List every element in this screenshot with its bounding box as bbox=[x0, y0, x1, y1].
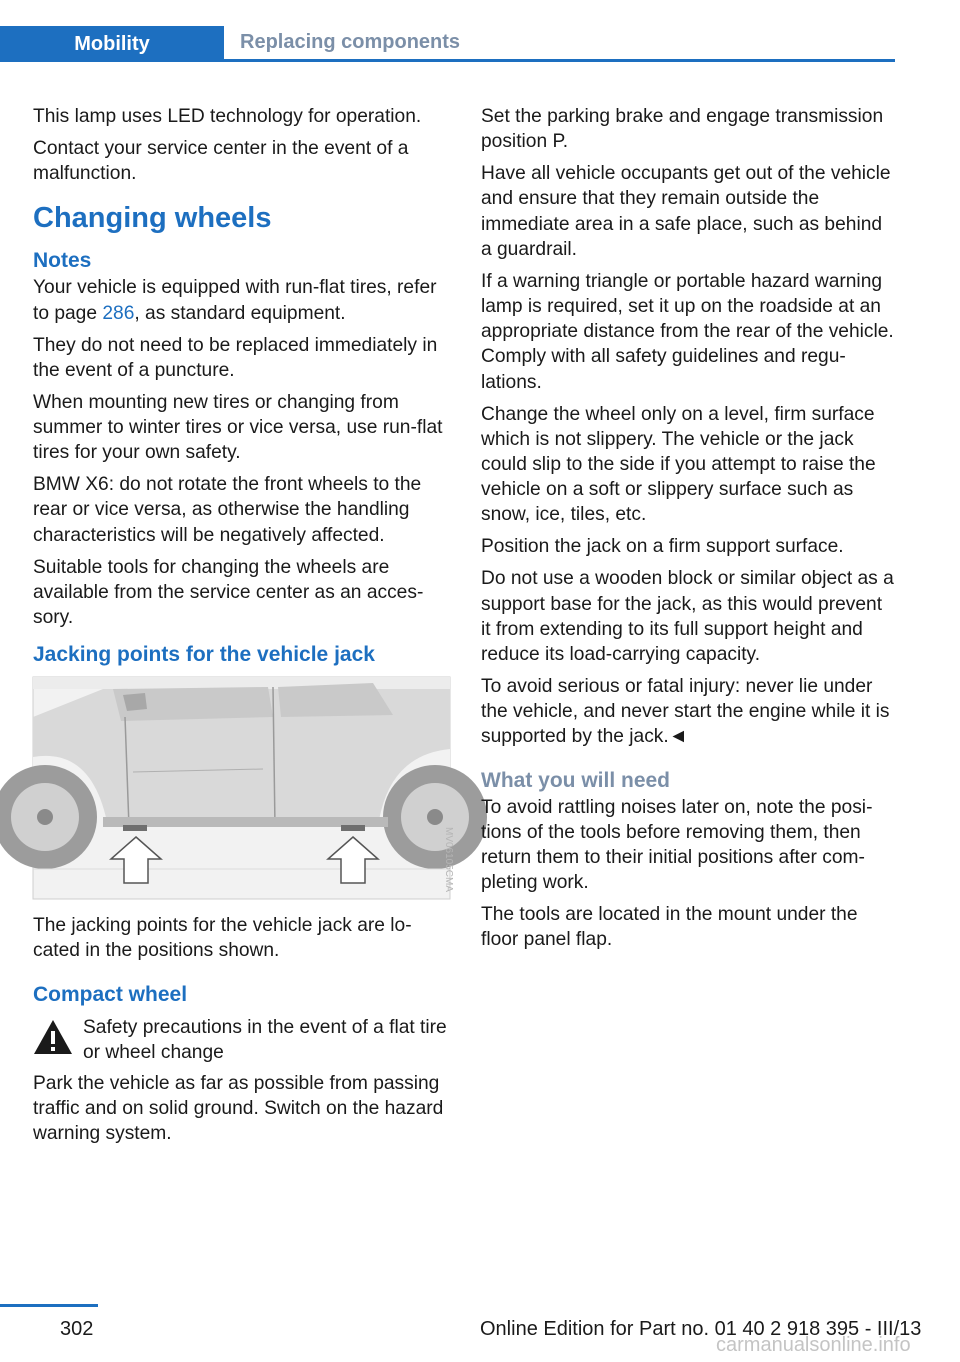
paragraph: Set the parking brake and engage transmission position P. bbox=[481, 106, 884, 153]
notes-heading: Notes bbox=[33, 249, 92, 273]
paragraph: When mounting new tires or changing from summer to winter tires or vice versa, use run-flat tires for your own safety. bbox=[33, 391, 443, 464]
paragraph: They do not need to be replaced immediately in the event of a puncture. bbox=[33, 334, 438, 381]
caution-text: Safety precautions in the event of a flat tire or wheel change bbox=[83, 1016, 447, 1063]
paragraph: If a warning triangle or portable hazard warning lamp is required, set it up on the roadside at an appropriate distance from the rear of the vehicle. Comply with all safety guidelines and regulations. bbox=[481, 270, 894, 393]
paragraph bbox=[33, 275, 450, 325]
compact-wheel-heading: Compact wheel bbox=[33, 982, 188, 1006]
paragraph: Position the jack on a firm support surface. bbox=[481, 536, 844, 558]
paragraph: Change the wheel only on a level, firm surface which is not slippery. The vehicle or the jack could slip to the side if you attempt to raise the vehicle on a soft or slippery surface such as snow, ice, tiles, etc. bbox=[481, 403, 876, 526]
paragraph: Contact your service center in the event of a malfunction. bbox=[33, 138, 409, 185]
text-run: Your vehicle is equipped with run-flat tires, refer to page bbox=[33, 277, 437, 324]
section-title: Changing wheels bbox=[33, 202, 272, 235]
section-tab-mobility: Mobility bbox=[0, 26, 224, 62]
jacking-points-figure bbox=[33, 677, 454, 899]
jacking-heading: Jacking points for the vehicle jack bbox=[33, 643, 375, 667]
section-tab-replacing-components: Replacing components bbox=[240, 31, 461, 53]
paragraph: To avoid rattling noises later on, note the positions of the tools before removing them, then return them to their initial positions after completing work. bbox=[481, 796, 873, 894]
page-link[interactable]: 286 bbox=[102, 302, 135, 324]
paragraph: Do not use a wooden block or similar object as a support base for the jack, as this would prevent it from extending to its full support height and reduce its load-carrying capacity. bbox=[481, 568, 894, 666]
paragraph: Have all vehicle occupants get out of the vehicle and ensure that they remain outside the immediate area in a safe place, such as behind a guardrail. bbox=[481, 163, 891, 260]
text-run: , as standard equipment. bbox=[134, 302, 346, 324]
paragraph: To avoid serious or fatal injury: never lie under the vehicle, and never start the engine while it is supported by the jack.◄ bbox=[481, 676, 890, 748]
caution-block bbox=[33, 1015, 450, 1065]
footer-rule bbox=[0, 1304, 98, 1307]
what-you-will-need-heading: What you will need bbox=[481, 768, 671, 792]
edition-text: Online Edition for Part no. 01 40 2 918 395 - III/13 bbox=[480, 1318, 922, 1340]
vehicle-side-illustration bbox=[33, 677, 454, 899]
page-number: 302 bbox=[60, 1318, 94, 1340]
paragraph: This lamp uses LED technology for operation. bbox=[33, 106, 422, 127]
paragraph: The jacking points for the vehicle jack are located in the positions shown. bbox=[33, 915, 412, 962]
paragraph: Suitable tools for changing the wheels are available from the service center as an accessory. bbox=[33, 556, 424, 629]
page-header bbox=[0, 26, 895, 62]
left-column bbox=[33, 104, 454, 1153]
watermark: carmanualsonline.info bbox=[716, 1334, 911, 1356]
warning-triangle-icon bbox=[33, 1019, 73, 1055]
figure-code-label: MV06105CMA bbox=[443, 827, 454, 893]
right-column bbox=[481, 104, 895, 959]
header-rule bbox=[0, 59, 895, 62]
paragraph: BMW X6: do not rotate the front wheels to the rear or vice versa, as otherwise the handling characteristics will be negatively affected. bbox=[33, 474, 422, 546]
paragraph: Park the vehicle as far as possible from passing traffic and on solid ground. Switch on the hazard warning system. bbox=[33, 1073, 444, 1145]
paragraph: The tools are located in the mount under the floor panel flap. bbox=[481, 904, 858, 951]
